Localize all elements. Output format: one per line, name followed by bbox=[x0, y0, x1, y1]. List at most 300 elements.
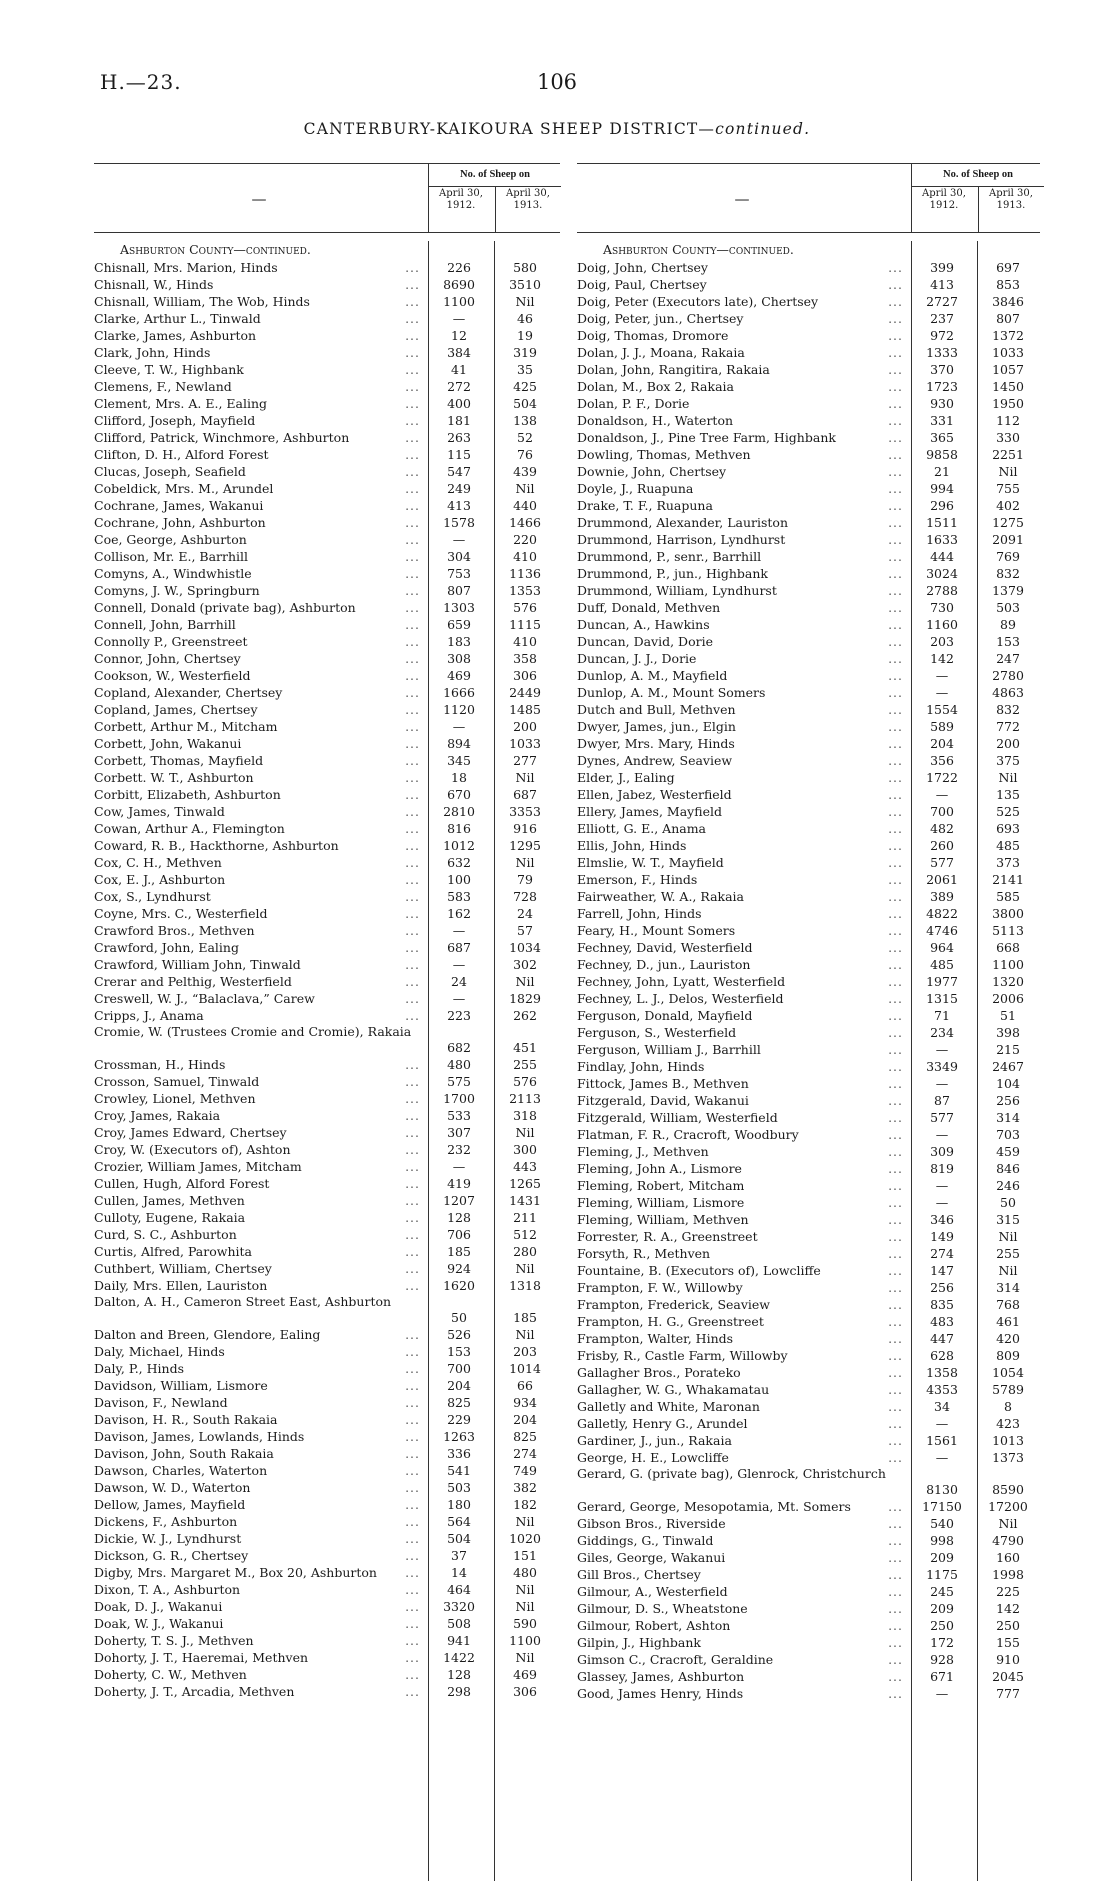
leader-dots: ... bbox=[405, 1548, 420, 1563]
leader-dots: ... bbox=[405, 1176, 420, 1191]
sheep-1913-value: 250 bbox=[996, 1618, 1020, 1633]
owner-name-cell bbox=[577, 599, 907, 616]
sheep-1912-value: — bbox=[935, 1076, 949, 1091]
table-row bbox=[94, 1175, 560, 1192]
owner-name-cell bbox=[94, 803, 424, 820]
sheep-1913-value: 46 bbox=[517, 311, 533, 326]
owner-name-cell bbox=[577, 1432, 907, 1449]
table-row bbox=[577, 1415, 1040, 1432]
sheep-1912-value: 526 bbox=[447, 1327, 471, 1342]
owner-name: Davison, James, Lowlands, Hinds bbox=[94, 1429, 307, 1444]
sheep-1912-value: 272 bbox=[447, 379, 471, 394]
owner-name: Corbett, Arthur M., Mitcham bbox=[94, 719, 280, 734]
owner-name: Doherty, T. S. J., Methven bbox=[94, 1633, 257, 1648]
owner-name: Copland, James, Chertsey bbox=[94, 702, 261, 717]
sheep-1913-value: Nil bbox=[998, 770, 1018, 785]
table-row bbox=[577, 1668, 1040, 1685]
leader-dots: ... bbox=[888, 719, 903, 734]
sheep-1913-value: Nil bbox=[998, 464, 1018, 479]
owner-name-cell bbox=[94, 1326, 424, 1343]
owner-name-cell bbox=[577, 837, 907, 854]
sheep-1912-value: 628 bbox=[930, 1348, 954, 1363]
sheep-1913-value: 423 bbox=[996, 1416, 1020, 1431]
sheep-1912-value: 682 bbox=[447, 1040, 471, 1055]
owner-name: Corbett. W. T., Ashburton bbox=[94, 770, 257, 785]
sheep-1912-value: 203 bbox=[930, 634, 954, 649]
owner-name-cell bbox=[94, 1007, 424, 1024]
owner-name-cell bbox=[577, 990, 907, 1007]
owner-name: Clucas, Joseph, Seafield bbox=[94, 464, 249, 479]
table-row bbox=[577, 956, 1040, 973]
sheep-1912-value: 413 bbox=[447, 498, 471, 513]
sheep-1912-value: 162 bbox=[447, 906, 471, 921]
leader-dots: ... bbox=[888, 923, 903, 938]
owner-name-cell bbox=[94, 939, 424, 956]
owner-name: Fountaine, B. (Executors of), Lowcliffe bbox=[577, 1263, 824, 1278]
owner-name: Dowling, Thomas, Methven bbox=[577, 447, 754, 462]
table-row bbox=[94, 837, 560, 854]
table-row bbox=[94, 1226, 560, 1243]
owner-name-cell bbox=[94, 854, 424, 871]
sheep-1913-value: 203 bbox=[513, 1344, 537, 1359]
owner-name-cell bbox=[577, 905, 907, 922]
owner-name: Donaldson, H., Waterton bbox=[577, 413, 736, 428]
sheep-1912-value: 237 bbox=[930, 311, 954, 326]
leader-dots: ... bbox=[405, 362, 420, 377]
leader-dots: ... bbox=[888, 838, 903, 853]
table-row bbox=[577, 786, 1040, 803]
table-row bbox=[577, 1194, 1040, 1211]
sheep-1913-value: 247 bbox=[996, 651, 1020, 666]
owner-name-cell bbox=[577, 1024, 907, 1041]
owner-name: Glassey, James, Ashburton bbox=[577, 1669, 747, 1684]
sheep-1912-value: 249 bbox=[447, 481, 471, 496]
sheep-1912-value: 1100 bbox=[443, 294, 475, 309]
owner-name-cell bbox=[577, 412, 907, 429]
owner-name-cell bbox=[94, 1294, 424, 1309]
table-row bbox=[94, 1243, 560, 1260]
sheep-1912-value: — bbox=[935, 1416, 949, 1431]
table-row bbox=[577, 1313, 1040, 1330]
sheep-1913-value: 2113 bbox=[509, 1091, 541, 1106]
owner-name: Dolan, John, Rangitira, Rakaia bbox=[577, 362, 773, 377]
sheep-1912-value: 835 bbox=[930, 1297, 954, 1312]
owner-name-cell bbox=[577, 973, 907, 990]
sheep-1913-value: 306 bbox=[513, 668, 537, 683]
owner-name-cell bbox=[577, 718, 907, 735]
leader-dots: ... bbox=[888, 311, 903, 326]
leader-dots: ... bbox=[405, 1633, 420, 1648]
table-row bbox=[577, 803, 1040, 820]
sheep-1913-value: 151 bbox=[513, 1548, 537, 1563]
table-row bbox=[94, 854, 560, 871]
sheep-1912-value: 1303 bbox=[443, 600, 475, 615]
table-row bbox=[577, 1109, 1040, 1126]
sheep-1913-value: 358 bbox=[513, 651, 537, 666]
table-row bbox=[577, 429, 1040, 446]
sheep-1913-value: 728 bbox=[513, 889, 537, 904]
owner-name-cell bbox=[577, 531, 907, 548]
sheep-1913-value: 461 bbox=[996, 1314, 1020, 1329]
table-row bbox=[577, 684, 1040, 701]
owner-name: Findlay, John, Hinds bbox=[577, 1059, 707, 1074]
sheep-1913-value: 832 bbox=[996, 566, 1020, 581]
leader-dots: ... bbox=[888, 1042, 903, 1057]
sheep-1913-value: 2449 bbox=[509, 685, 541, 700]
table-row bbox=[94, 667, 560, 684]
owner-name: Crawford Bros., Methven bbox=[94, 923, 258, 938]
owner-name: Dawson, W. D., Waterton bbox=[94, 1480, 253, 1495]
table-row bbox=[94, 1564, 560, 1581]
table-row bbox=[94, 905, 560, 922]
leader-dots: ... bbox=[888, 1059, 903, 1074]
sheep-1912-value: 209 bbox=[930, 1601, 954, 1616]
owner-name: Connell, John, Barrhill bbox=[94, 617, 239, 632]
table-row bbox=[577, 276, 1040, 293]
owner-name-cell bbox=[577, 310, 907, 327]
sheep-1913-value: 687 bbox=[513, 787, 537, 802]
sheep-1913-value: 1136 bbox=[509, 566, 541, 581]
sheep-1912-value: 819 bbox=[930, 1161, 954, 1176]
owner-name-cell bbox=[94, 922, 424, 939]
leader-dots: ... bbox=[405, 1480, 420, 1495]
table-row bbox=[94, 429, 560, 446]
table-row bbox=[94, 276, 560, 293]
sheep-1913-value: 807 bbox=[996, 311, 1020, 326]
table-row bbox=[94, 599, 560, 616]
table-row bbox=[94, 939, 560, 956]
sheep-1912-value: 1578 bbox=[443, 515, 475, 530]
sheep-1912-value: 447 bbox=[930, 1331, 954, 1346]
sheep-1912-value: 180 bbox=[447, 1497, 471, 1512]
owner-name-cell bbox=[94, 344, 424, 361]
sheep-1913-value: 1431 bbox=[509, 1193, 541, 1208]
leader-dots: ... bbox=[405, 430, 420, 445]
sheep-1912-value: 998 bbox=[930, 1533, 954, 1548]
col-1912-header: April 30, 1912. bbox=[922, 188, 966, 211]
leader-dots: ... bbox=[405, 1463, 420, 1478]
sheep-1912-value: — bbox=[935, 668, 949, 683]
owner-name: Clemens, F., Newland bbox=[94, 379, 235, 394]
leader-dots: ... bbox=[405, 685, 420, 700]
owner-name-cell bbox=[577, 1211, 907, 1228]
table-row bbox=[577, 1007, 1040, 1024]
owner-name: Gilmour, D. S., Wheatstone bbox=[577, 1601, 751, 1616]
owner-name: Fechney, L. J., Delos, Westerfield bbox=[577, 991, 787, 1006]
owner-name: Fittock, James B., Methven bbox=[577, 1076, 752, 1091]
sheep-1912-value: 464 bbox=[447, 1582, 471, 1597]
leader-dots: ... bbox=[405, 1514, 420, 1529]
owner-name-cell bbox=[577, 633, 907, 650]
row-list bbox=[577, 259, 1040, 1702]
sheep-1912-value: 1554 bbox=[926, 702, 958, 717]
owner-name-cell bbox=[94, 1649, 424, 1666]
owner-name: Galletly and White, Maronan bbox=[577, 1399, 763, 1414]
table-row bbox=[94, 888, 560, 905]
owner-name-cell bbox=[577, 1347, 907, 1364]
owner-name-cell bbox=[577, 667, 907, 684]
table-row bbox=[94, 1411, 560, 1428]
sheep-1912-value: 419 bbox=[447, 1176, 471, 1191]
owner-name-cell bbox=[577, 1364, 907, 1381]
leader-dots: ... bbox=[405, 396, 420, 411]
owner-name: Chisnall, Mrs. Marion, Hinds bbox=[94, 260, 281, 275]
table-row bbox=[577, 888, 1040, 905]
owner-name: Ellery, James, Mayfield bbox=[577, 804, 725, 819]
sheep-1912-value: 1977 bbox=[926, 974, 958, 989]
table-row bbox=[94, 1394, 560, 1411]
leader-dots: ... bbox=[405, 1582, 420, 1597]
table-row bbox=[577, 1211, 1040, 1228]
sheep-1912-value: 41 bbox=[451, 362, 467, 377]
table-row bbox=[94, 650, 560, 667]
sheep-1912-value: 485 bbox=[930, 957, 954, 972]
table-row bbox=[577, 463, 1040, 480]
owner-name: Comyns, J. W., Springburn bbox=[94, 583, 263, 598]
owner-name: Croy, James Edward, Chertsey bbox=[94, 1125, 290, 1140]
table-row bbox=[577, 939, 1040, 956]
owner-name: Ferguson, S., Westerfield bbox=[577, 1025, 739, 1040]
leader-dots: ... bbox=[405, 1344, 420, 1359]
title-main: CANTERBURY-KAIKOURA SHEEP DISTRICT— bbox=[303, 120, 716, 138]
leader-dots: ... bbox=[888, 736, 903, 751]
leader-dots: ... bbox=[888, 1533, 903, 1548]
sheep-1913-value: 280 bbox=[513, 1244, 537, 1259]
leader-dots: ... bbox=[888, 1348, 903, 1363]
owner-name: Doak, D. J., Wakanui bbox=[94, 1599, 225, 1614]
sheep-1913-value: 809 bbox=[996, 1348, 1020, 1363]
table-row bbox=[94, 1428, 560, 1445]
sheep-1912-value: 149 bbox=[930, 1229, 954, 1244]
owner-name-cell bbox=[577, 327, 907, 344]
table-row bbox=[94, 616, 560, 633]
table-row bbox=[94, 582, 560, 599]
owner-name: Connor, John, Chertsey bbox=[94, 651, 244, 666]
table-row bbox=[94, 1124, 560, 1141]
owner-name-cell bbox=[94, 1547, 424, 1564]
leader-dots: ... bbox=[405, 651, 420, 666]
owner-name-cell bbox=[94, 599, 424, 616]
owner-name-cell bbox=[94, 1615, 424, 1632]
sheep-1913-value: 3353 bbox=[509, 804, 541, 819]
sheep-1913-value: 853 bbox=[996, 277, 1020, 292]
sheep-1912-value: 1160 bbox=[926, 617, 958, 632]
sheep-1912-value: 296 bbox=[930, 498, 954, 513]
sheep-1913-value: 52 bbox=[517, 430, 533, 445]
leader-dots: ... bbox=[888, 294, 903, 309]
sheep-1912-value: 3349 bbox=[926, 1059, 958, 1074]
sheep-1913-value: 1379 bbox=[992, 583, 1024, 598]
table-row bbox=[94, 259, 560, 276]
leader-dots: ... bbox=[888, 362, 903, 377]
owner-name: Curtis, Alfred, Parowhita bbox=[94, 1244, 255, 1259]
owner-name: Dalton, A. H., Cameron Street East, Ashburton bbox=[94, 1294, 394, 1309]
sheep-1913-value: 916 bbox=[513, 821, 537, 836]
owner-name-cell bbox=[94, 650, 424, 667]
table-header bbox=[577, 163, 1040, 233]
owner-name-cell bbox=[577, 1194, 907, 1211]
owner-name: Crossman, H., Hinds bbox=[94, 1057, 228, 1072]
leader-dots: ... bbox=[888, 447, 903, 462]
leader-dots: ... bbox=[405, 634, 420, 649]
owner-name: Davidson, William, Lismore bbox=[94, 1378, 271, 1393]
leader-dots: ... bbox=[888, 1008, 903, 1023]
table-row bbox=[577, 616, 1040, 633]
owner-name: Cowan, Arthur A., Flemington bbox=[94, 821, 288, 836]
page-title bbox=[0, 120, 1114, 138]
sheep-1913-value: 66 bbox=[517, 1378, 533, 1393]
owner-name: Digby, Mrs. Margaret M., Box 20, Ashburton bbox=[94, 1565, 380, 1580]
leader-dots: ... bbox=[888, 1550, 903, 1565]
leader-dots: ... bbox=[888, 498, 903, 513]
table-row bbox=[577, 633, 1040, 650]
leader-dots: ... bbox=[405, 447, 420, 462]
sheep-1912-value: 941 bbox=[447, 1633, 471, 1648]
sheep-1912-value: 356 bbox=[930, 753, 954, 768]
table-row bbox=[577, 1651, 1040, 1668]
sheep-1913-value: 330 bbox=[996, 430, 1020, 445]
sheep-1912-value: 444 bbox=[930, 549, 954, 564]
table-row bbox=[94, 1326, 560, 1343]
owner-name-cell bbox=[94, 1107, 424, 1124]
leader-dots: ... bbox=[888, 634, 903, 649]
sheep-1913-value: 17200 bbox=[988, 1499, 1028, 1514]
sheep-1912-value: 185 bbox=[447, 1244, 471, 1259]
sheep-1912-value: — bbox=[452, 719, 466, 734]
leader-dots: ... bbox=[888, 1669, 903, 1684]
owner-name-cell bbox=[94, 1683, 424, 1700]
sheep-1912-value: 181 bbox=[447, 413, 471, 428]
sheep-1912-value: 370 bbox=[930, 362, 954, 377]
leader-dots: ... bbox=[405, 753, 420, 768]
leader-dots: ... bbox=[405, 600, 420, 615]
table-row bbox=[94, 1073, 560, 1090]
leader-dots: ... bbox=[888, 974, 903, 989]
sheep-1913-value: 89 bbox=[1000, 617, 1016, 632]
sheep-1912-value: 1358 bbox=[926, 1365, 958, 1380]
sheep-1913-value: 1275 bbox=[992, 515, 1024, 530]
owner-name-cell bbox=[577, 956, 907, 973]
table-row bbox=[94, 361, 560, 378]
sheep-1913-value: 19 bbox=[517, 328, 533, 343]
owner-name-cell bbox=[577, 395, 907, 412]
owner-name: Farrell, John, Hinds bbox=[577, 906, 705, 921]
owner-name-cell bbox=[94, 1124, 424, 1141]
sheep-1913-value: 772 bbox=[996, 719, 1020, 734]
owner-name-cell bbox=[577, 497, 907, 514]
table-row bbox=[577, 650, 1040, 667]
sheep-1913-value: 749 bbox=[513, 1463, 537, 1478]
sheep-1913-value: 2141 bbox=[992, 872, 1024, 887]
table-row bbox=[94, 395, 560, 412]
sheep-1912-value: 700 bbox=[930, 804, 954, 819]
sheep-1912-value: 4353 bbox=[926, 1382, 958, 1397]
table-row bbox=[577, 922, 1040, 939]
owner-name: Dwyer, James, jun., Elgin bbox=[577, 719, 739, 734]
owner-name: Frampton, Walter, Hinds bbox=[577, 1331, 736, 1346]
owner-name-cell bbox=[577, 786, 907, 803]
owner-name: Clark, John, Hinds bbox=[94, 345, 213, 360]
owner-name-cell bbox=[94, 412, 424, 429]
owner-name: Gilpin, J., Highbank bbox=[577, 1635, 704, 1650]
owner-name-cell bbox=[94, 463, 424, 480]
sheep-1913-value: 35 bbox=[517, 362, 533, 377]
owner-name: Drummond, Harrison, Lyndhurst bbox=[577, 532, 788, 547]
owner-name-cell bbox=[94, 1530, 424, 1547]
sheep-1913-value: 755 bbox=[996, 481, 1020, 496]
sheep-1912-value: 24 bbox=[451, 974, 467, 989]
owner-name-cell bbox=[577, 1058, 907, 1075]
owner-name-cell bbox=[577, 1109, 907, 1126]
table-row bbox=[94, 1632, 560, 1649]
leader-dots: ... bbox=[888, 1652, 903, 1667]
leader-dots: ... bbox=[888, 1144, 903, 1159]
sheep-1912-value: 577 bbox=[930, 855, 954, 870]
leader-dots: ... bbox=[888, 1382, 903, 1397]
sheep-1912-value: — bbox=[935, 1178, 949, 1193]
table-row bbox=[577, 667, 1040, 684]
owner-name-cell bbox=[94, 276, 424, 293]
table-row bbox=[94, 1649, 560, 1666]
owner-name: Creswell, W. J., “Balaclava,” Carew bbox=[94, 991, 318, 1006]
sheep-1913-value: 777 bbox=[996, 1686, 1020, 1701]
sheep-1913-value: 255 bbox=[996, 1246, 1020, 1261]
leader-dots: ... bbox=[405, 1650, 420, 1665]
sheep-1913-value: 1054 bbox=[992, 1365, 1024, 1380]
sheep-1912-value: 223 bbox=[447, 1008, 471, 1023]
owner-name-cell bbox=[94, 735, 424, 752]
owner-name: Daly, P., Hinds bbox=[94, 1361, 187, 1376]
owner-name-cell bbox=[577, 582, 907, 599]
sheep-1912-value: 480 bbox=[447, 1057, 471, 1072]
leader-dots: ... bbox=[405, 1159, 420, 1174]
title-suffix: continued. bbox=[715, 120, 811, 138]
sheep-1913-value: 693 bbox=[996, 821, 1020, 836]
leader-dots: ... bbox=[405, 1210, 420, 1225]
sheep-1912-value: 50 bbox=[451, 1310, 467, 1325]
table-row bbox=[94, 1343, 560, 1360]
owner-name-cell bbox=[94, 548, 424, 565]
owner-name: Corbett, Thomas, Mayfield bbox=[94, 753, 266, 768]
leader-dots: ... bbox=[888, 464, 903, 479]
sheep-1913-value: 318 bbox=[513, 1108, 537, 1123]
owner-name-cell bbox=[94, 718, 424, 735]
owner-name: Dellow, James, Mayfield bbox=[94, 1497, 248, 1512]
owner-name: Ferguson, Donald, Mayfield bbox=[577, 1008, 755, 1023]
leader-dots: ... bbox=[888, 379, 903, 394]
leader-dots: ... bbox=[405, 991, 420, 1006]
sheep-1912-value: 659 bbox=[447, 617, 471, 632]
table-row bbox=[577, 259, 1040, 276]
table-row bbox=[94, 1496, 560, 1513]
owner-name-cell bbox=[94, 1024, 424, 1039]
sheep-1912-value: 153 bbox=[447, 1344, 471, 1359]
owner-name: Davison, F., Newland bbox=[94, 1395, 231, 1410]
owner-name: Daly, Michael, Hinds bbox=[94, 1344, 228, 1359]
table-row bbox=[577, 769, 1040, 786]
owner-name-cell bbox=[577, 1583, 907, 1600]
table-row bbox=[94, 1024, 560, 1056]
sheep-1913-value: 1033 bbox=[509, 736, 541, 751]
table-row bbox=[577, 310, 1040, 327]
owner-name-cell bbox=[94, 1243, 424, 1260]
leader-dots: ... bbox=[888, 260, 903, 275]
sheep-1913-value: 503 bbox=[996, 600, 1020, 615]
leader-dots: ... bbox=[888, 991, 903, 1006]
sheep-1913-value: 4863 bbox=[992, 685, 1024, 700]
owner-name: Fleming, John A., Lismore bbox=[577, 1161, 745, 1176]
sheep-1913-value: 2780 bbox=[992, 668, 1024, 683]
